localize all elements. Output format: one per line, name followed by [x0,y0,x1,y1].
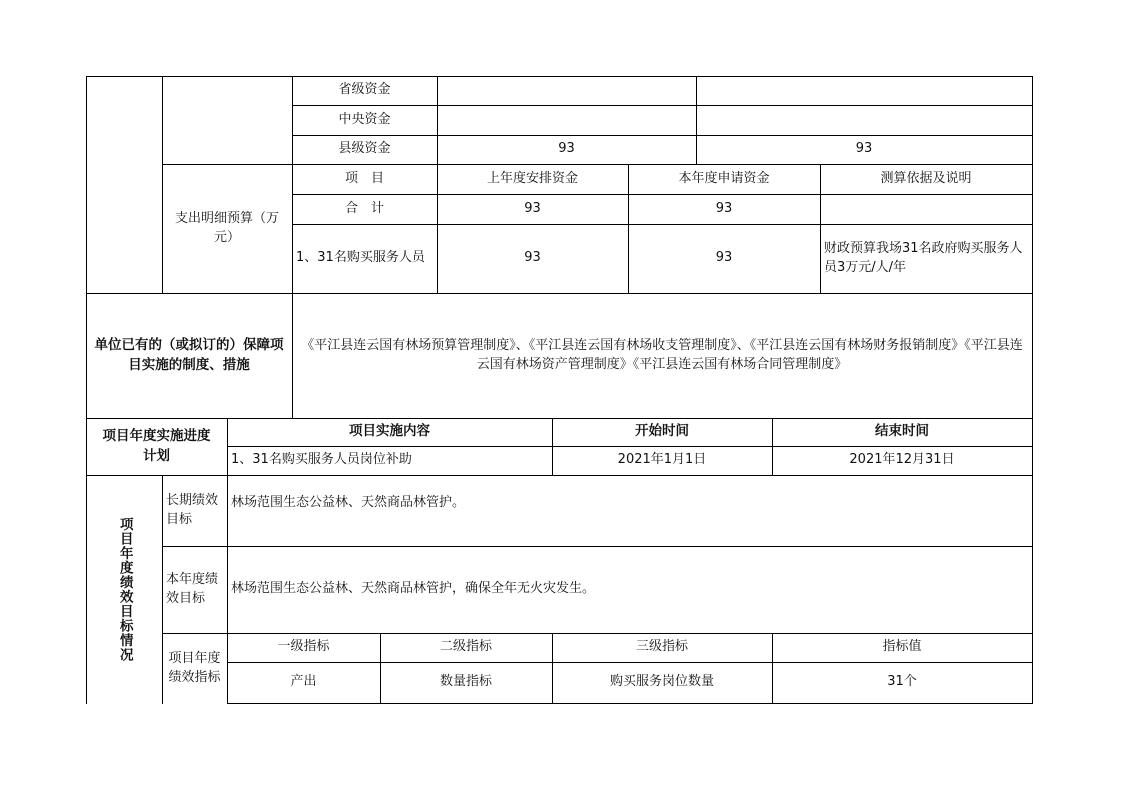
expense-header-item: 项 目 [344,170,384,186]
county-funds-value-2: 93 [855,141,873,157]
schedule-header-content: 项目实施内容 [349,423,430,440]
schedule-header-end: 结束时间 [875,423,929,440]
annual-goal: 林场范围生态公益林、天然商品林管护，确保全年无火灾发生。 [231,581,596,597]
expense-budget-label: 支出明细预算（万元） [174,210,279,245]
indicator-header-value: 指标值 [882,639,922,655]
expense-header-this-year: 本年度申请资金 [678,170,770,186]
expense-total-label: 合 计 [344,200,384,216]
systems-content: 《平江县连云国有林场预算管理制度》、《平江县连云国有林场收支管理制度》、《平江县连云国有林场财务报销制度》《平江县连云国有林场资产管理制度》《平江县连云国有林场合同管理制度》 [301,337,1023,372]
central-funds-label: 中央资金 [338,111,391,127]
expense-row-this-year: 93 [715,250,733,266]
expense-row-basis: 财政预算我场31名政府购买服务人员3万元/人/年 [824,240,1023,275]
indicator-header-level3: 三级指标 [635,639,688,655]
expense-total-basis [820,194,1032,224]
performance-label-text: 项目年度绩效目标情况 [116,517,133,662]
long-term-label: 长期绩效目标 [166,492,219,527]
long-term-goal: 林场范围生态公益林、天然商品林管护。 [231,494,466,510]
indicator-row-level1: 产出 [290,674,317,690]
schedule-label: 项目年度实施进度计划 [102,427,211,464]
indicator-header-level2: 二级指标 [439,639,492,655]
systems-label: 单位已有的（或拟订的）保障项目实施的制度、措施 [94,336,284,373]
indicator-header-level1: 一级指标 [277,639,330,655]
expense-total-last-year: 93 [524,200,541,216]
expense-header-basis: 测算依据及说明 [880,170,972,186]
schedule-header-start: 开始时间 [635,423,689,440]
expense-total-this-year: 93 [715,200,733,216]
annual-label: 本年度绩效目标 [166,571,219,606]
schedule-row-start: 2021年1月1日 [617,452,707,468]
performance-label [86,475,162,704]
indicator-row-value: 31个 [887,674,917,690]
indicator-row-level2: 数量指标 [439,674,492,690]
schedule-row-content: 1、31名购买服务人员岗位补助 [231,452,412,468]
county-funds-value-1: 93 [558,141,575,157]
provincial-funds-label: 省级资金 [338,82,391,98]
expense-header-last-year: 上年度安排资金 [486,170,578,186]
expense-row-item: 1、31名购买服务人员 [296,250,425,266]
county-funds-label: 县级资金 [338,141,391,157]
indicator-row-level3: 购买服务岗位数量 [609,674,714,690]
indicator-label: 项目年度绩效指标 [168,650,221,685]
expense-row-last-year: 93 [524,250,541,266]
schedule-row-end: 2021年12月31日 [849,452,955,468]
